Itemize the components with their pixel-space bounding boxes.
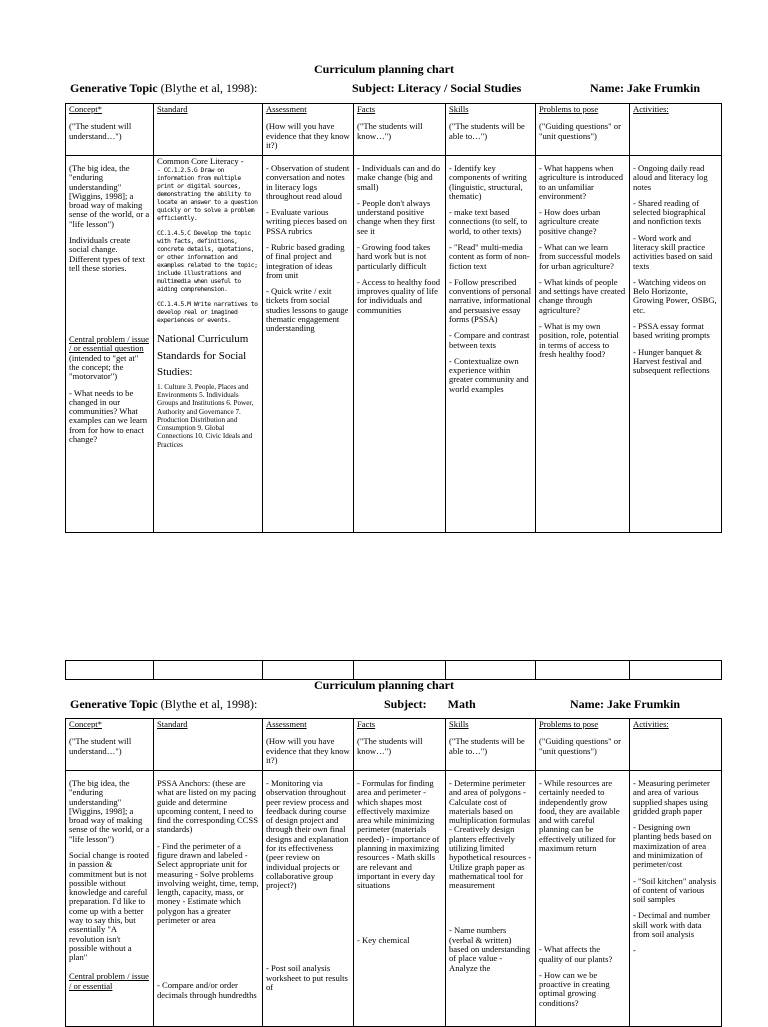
page-title-math: Curriculum planning chart bbox=[313, 678, 454, 692]
activities-cell: - Ongoing daily read aloud and literacy log notes - Shared reading of selected biographical and nonfiction texts - Word work and literacy skill practice activities based on said texts - Watching videos on Belo Horizonte, Growing Power, OSBG, etc. - PSSA essay format based writing prompts - Hunger banquet & Harvest festival and subsequent reflections bbox=[630, 156, 722, 533]
concept-header: Concept* ("The student will understand…") bbox=[66, 719, 154, 771]
activities-header: Activities: bbox=[630, 719, 722, 771]
facts-header: Facts ("The students will know…") bbox=[354, 104, 446, 156]
problems-header: Problems to pose ("Guiding questions" or "unit questions") bbox=[536, 104, 630, 156]
problems-cell: - What happens when agriculture is introduced to an unfamiliar environment? - How does urban agriculture create positive change? - What can we learn from successful models for urban agriculture? - What kinds of people and settings have created change through agriculture? - What is my own position, role, potential in terms of access to fresh healthy food? bbox=[536, 156, 630, 533]
standard-cell: PSSA Anchors: (these are what are listed on my pacing guide and determine upcoming content, I need to find the corresponding CCSS standards) - Find the perimeter of a figure drawn and labeled - Select appropriate unit for measuring - Solve problems involving weight, time, temp, length, capacity, mass, or money - Estimate which polygon has a greater perimeter or area - Compare and/or order decimals through hundredths bbox=[154, 771, 263, 1027]
problems-header: Problems to pose ("Guiding questions" or "unit questions") bbox=[536, 719, 630, 771]
skills-header: Skills ("The students will be able to…") bbox=[446, 104, 536, 156]
assessment-cell: - Observation of student conversation and notes in literacy logs throughout read aloud - Evaluate various writing pieces based on PSSA rubrics - Rubric based grading of final project and integration of ideas from unit - Quick write / exit tickets from social studies lessons to gauge thematic engagement understanding bbox=[263, 156, 354, 533]
page-title: Curriculum planning chart bbox=[313, 62, 454, 76]
assessment-cell: - Monitoring via observation throughout peer review process and feedback during course of design project and through their own final designs and explanation for its effectiveness (peer review on individual projects or collaborative group project?) - Post soil analysis worksheet to put results of bbox=[263, 771, 354, 1027]
skills-cell: - Determine perimeter and area of polygons - Calculate cost of materials based on multiplication formulas - Creatively design planters effectively utilizing limited hypothetical resources - Utilize graph paper as mathematical tool for measurement - Name numbers (verbal & written) based on understanding of place value - Analyze the bbox=[446, 771, 536, 1027]
assessment-header: Assessment (How will you have evidence that they know it?) bbox=[263, 719, 354, 771]
name-label: Name: Jake Frumkin bbox=[590, 81, 700, 95]
problems-cell: - While resources are certainly needed to independently grow food, they are available and with careful planning can be effectively utilized for maximum return - What affects the quality of our plants? - How can we be proactive in creating optimal growing conditions? bbox=[536, 771, 630, 1027]
standard-header: Standard bbox=[154, 104, 263, 156]
subject-label: Subject: Literacy / Social Studies bbox=[352, 81, 522, 95]
table-header-row bbox=[66, 104, 722, 156]
concept-cell: (The big idea, the "enduring understanding" [Wiggins, 1998]; a broad way of making sense of the world, or a "life lesson") Individuals create social change. Different types of text tell these stories. Central problem / issue / or essential question (intended to "get at" the concept; the "motorvator") - What needs to be changed in our communities? What examples can we learn from for how to enact change? bbox=[66, 156, 154, 533]
skills-header: Skills ("The students will be able to…") bbox=[446, 719, 536, 771]
activities-header: Activities: bbox=[630, 104, 722, 156]
concept-cell: (The big idea, the "enduring understanding" [Wiggins, 1998]; a broad way of making sense of the world, or a "life lesson") Social change is rooted in passion & commitment but is not possible without knowledge and careful preparation. I'd like to come up with a better way to say this, but essentially "A revolution isn't possible without a plan" Central problem / issue / or essential bbox=[66, 771, 154, 1027]
table-header-row bbox=[66, 719, 722, 771]
generative-topic-label-math: Generative Topic (Blythe et al, 1998): bbox=[70, 697, 258, 711]
name-label-math: Name: Jake Frumkin bbox=[570, 697, 680, 711]
planning-table-math bbox=[65, 718, 722, 1027]
planning-table-literacy bbox=[65, 103, 722, 533]
standard-header: Standard bbox=[154, 719, 263, 771]
empty-table-row bbox=[65, 660, 722, 680]
table-content-row bbox=[66, 771, 722, 1027]
concept-header: Concept* ("The student will understand…") bbox=[66, 104, 154, 156]
activities-cell: - Measuring perimeter and area of various supplied shapes using gridded graph paper - Designing own planting beds based on maximization of area and minimization of perimeter/cost - "Soil kitchen" analysis of content of various soil samples - Decimal and number skill work with data from soil analysis - bbox=[630, 771, 722, 1027]
standard-cell: Common Core Literacy - - CC.1.2.5.G Draw on information from multiple print or digital sources, demonstrating the ability to locate an answer to a question quickly or to solve a problem efficiently. CC.1.4.5.C Develop the topic with facts, definitions, concrete details, quotations, or other information and examples related to the topic; include illustrations and multimedia when useful to aiding comprehension. CC.1.4.5.M Write narratives to develop real or imagined experiences or events. National Curriculum Standards for Social Studies: 1. Culture 3. People, Places and Environments 5. Individuals Groups and Institutions 6. Power, Authority and Governance 7. Production Distribution and Consumption 9. Global Connections 10. Civic Ideals and Practices bbox=[154, 156, 263, 533]
assessment-header: Assessment (How will you have evidence that they know it?) bbox=[263, 104, 354, 156]
skills-cell: - Identify key components of writing (linguistic, structural, thematic) - make text based connections (to self, to world, to other texts) - "Read" multi-media content as form of non-fiction text - Follow prescribed conventions of personal narrative, informational and persuasive essay forms (PSSA) - Compare and contrast between texts - Contextualize own experience within greater community and world examples bbox=[446, 156, 536, 533]
subject-label-math: Subject: Math bbox=[384, 697, 476, 711]
facts-cell: - Formulas for finding area and perimeter - which shapes most effectively maximize area while minimizing perimeter (materials needed) - importance of planning in maximizing resources - Math skills are relevant and important in every day situations - Key chemical bbox=[354, 771, 446, 1027]
facts-cell: - Individuals can and do make change (big and small) - People don't always understand positive change when they first see it - Growing food takes hard work but is not particularly difficult - Access to healthy food improves quality of life for individuals and communities bbox=[354, 156, 446, 533]
table-content-row bbox=[66, 156, 722, 533]
generative-topic-label: Generative Topic (Blythe et al, 1998): bbox=[70, 81, 258, 95]
facts-header: Facts ("The students will know…") bbox=[354, 719, 446, 771]
